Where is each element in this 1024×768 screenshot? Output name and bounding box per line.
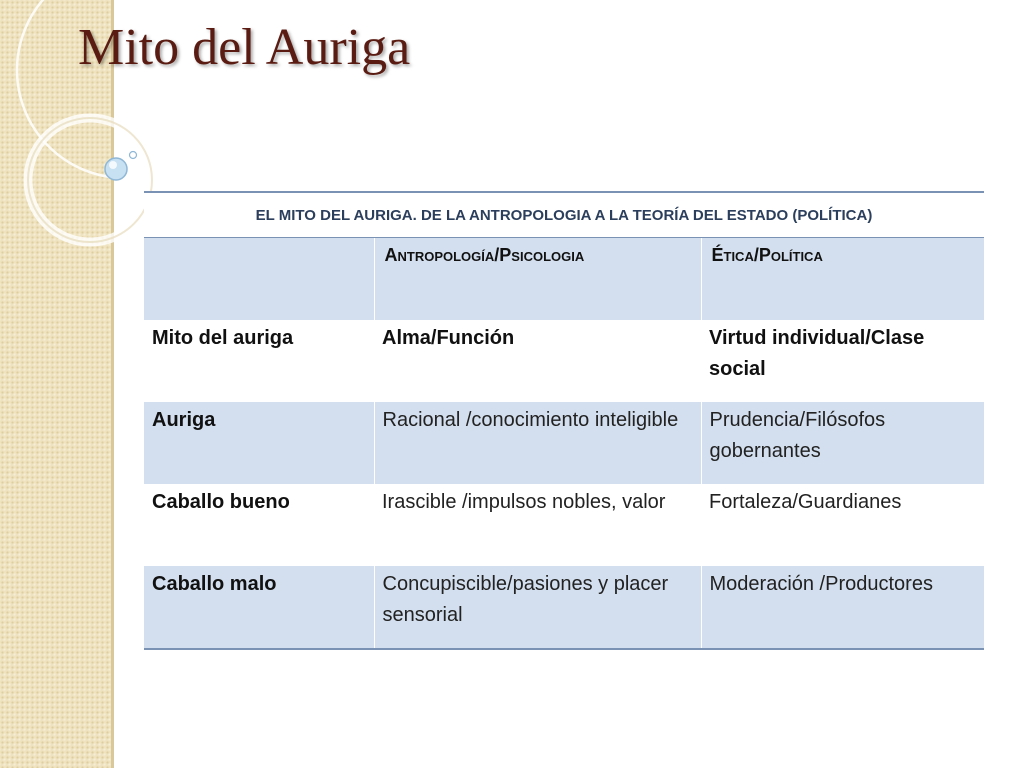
slide-title: Mito del Auriga [78,19,411,76]
header-empty [144,238,374,321]
row-label: Caballo malo [152,573,277,595]
cell-etica: Virtud individual/Clase social [709,327,925,380]
cell-etica: Fortaleza/Guardianes [709,491,902,513]
header-label: Antropología/Psicologia [384,245,585,265]
table-row [144,484,984,566]
bubble-highlight [109,161,117,169]
bubble-dot [105,158,127,180]
cell-etica: Moderación /Productores [709,573,933,595]
cell-etica: Prudencia/Filósofos gobernantes [709,409,886,462]
row-label: Auriga [152,409,216,431]
cell-antropologia: Concupiscible/pasiones y placer sensorial [382,573,669,626]
cell-antropologia: Racional /conocimiento inteligible [382,409,679,431]
header-label: Ética/Política [711,245,823,265]
cell-antropologia: Alma/Función [382,327,515,349]
cell-antropologia: Irascible /impulsos nobles, valor [382,491,666,513]
row-label: Caballo bueno [152,491,290,513]
row-label: Mito del auriga [152,327,294,349]
table-row [144,566,984,649]
header-antropologia [374,238,701,321]
auriga-table [144,191,984,650]
table-header-row [144,238,984,321]
table-row [144,320,984,402]
header-etica [701,238,984,321]
small-bubble [130,152,137,159]
ring-medium-shade [28,118,152,242]
table-row [144,402,984,484]
table-caption: EL MITO DEL AURIGA. DE LA ANTROPOLOGIA A LA TEORÍA DEL ESTADO (POLÍTICA) [144,192,984,238]
